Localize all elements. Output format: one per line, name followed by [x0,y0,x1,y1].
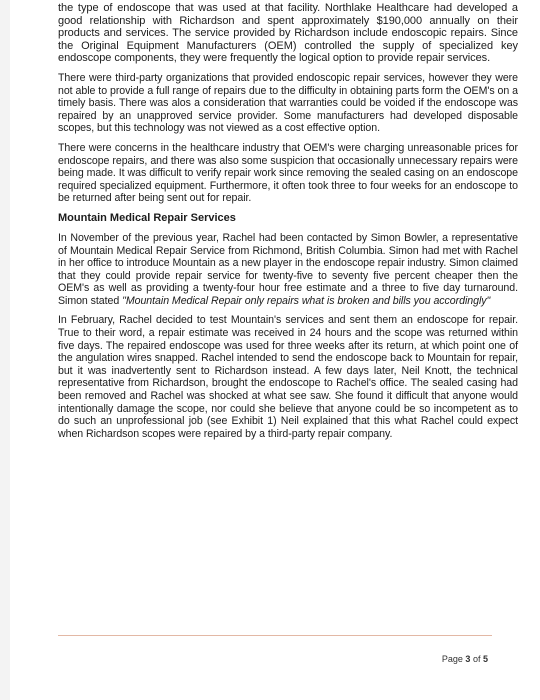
body-paragraph: the type of endoscope that was used at that facility. Northlake Healthcare had developed a good relationship with Richardson and spent approximately $190,000 annually on their products and services. The service provided by Richardson include endoscopic repairs. Since the Original Equipment Manufacturers (OEM) controlled the supply of specialized key endoscope components, they were frequently the logical option to provide repair services. [58,2,518,65]
current-page: 3 [465,654,471,664]
body-paragraph: In February, Rachel decided to test Mountain's services and sent them an endoscope for repair. True to their word, a repair estimate was received in 24 hours and the scope was returned within five days. The repaired endoscope was used for three weeks after its return, at which point one of the angulation wires snapped. Rachel intended to send the endoscope back to Mountain for repair, but it was inadvertently sent to Richardson instead. A few days later, Neil Knott, the technical representative from Richardson, brought the endoscope to Rachel's office. The sealed casing had been removed and Rachel was shocked at what see saw. She found it difficult that anyone would intentionally damage the scope, nor could she believe that anyone could be so incompetent as to do such an unprofessional job (see Exhibit 1) Neil explained that this what Rachel could expect when Richardson scopes were repaired by a third-party repair company. [58,314,518,440]
page-number [442,654,488,664]
page-of-label: of [472,654,481,664]
total-pages: 5 [482,654,488,664]
body-paragraph: There were third-party organizations that provided endoscopic repair services, however they were not able to provide a full range of repairs due to the difficulty in obtaining parts form the OEM's on a timely basis. There was alos a consideration that warranties could be voided if the endoscope was repaired by an unapproved service provider. Some manufacturers had developed disposable scopes, but this technology was not viewed as a cost effective option. [58,71,518,135]
section-heading: Mountain Medical Repair Services [58,211,236,224]
quoted-statement: "Mountain Medical Repair only repairs what is broken and bills you accordingly" [122,294,491,307]
page-label: Page [441,654,463,664]
footer-divider [58,635,492,636]
body-paragraph-text: In November of the previous year, Rachel had been contacted by Simon Bowler, a representative of Mountain Medical Repair Service from Richmond, British Columbia. Simon had met with Rachel in her office to introduce Mountain as a new player in the endoscope repair industry. Simon claimed that they could provide repair service for twenty-five to seventy five percent cheaper then the OEM's as well as providing a twenty-four hour free estimate and a three to five day turnaround. Simon stated [58,231,518,307]
body-paragraph: There were concerns in the healthcare industry that OEM's were charging unreasonable prices for endoscope repairs, and there was also some suspicion that occasionally unnecessary repairs were being made. It was difficult to verify repair work since removing the sealed casing on an endoscope required specialized equipment. Furthermore, it often took three to four weeks for an endoscope to be returned after being sent out for repair. [58,141,518,205]
page-edge-shadow [0,0,10,700]
body-paragraph [58,232,518,308]
